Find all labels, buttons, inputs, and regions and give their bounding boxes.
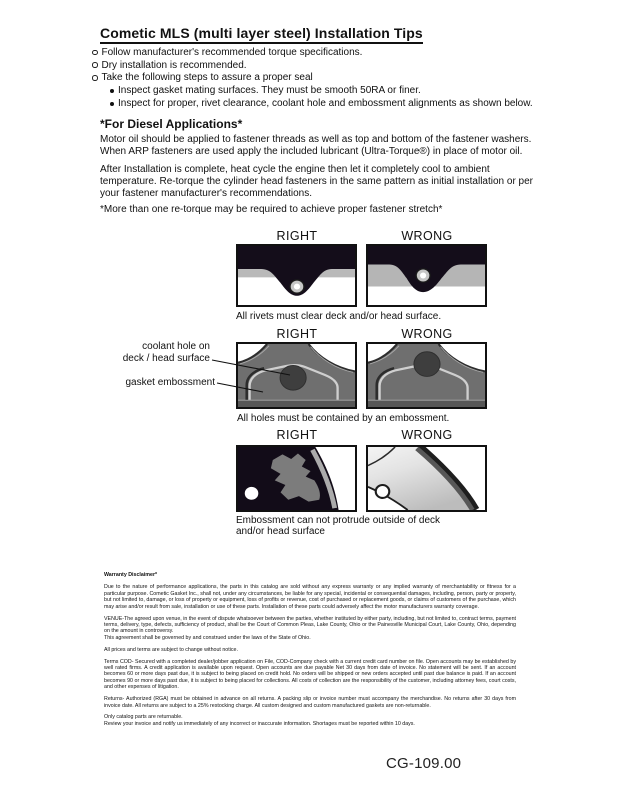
open-bullet-icon [92, 50, 98, 56]
list-item [92, 46, 533, 59]
diesel-paragraph-2: After Installation is complete, heat cycle the engine then let it completely cool to ambient temperature. Re-torque the cylinder head fasteners in the same pattern as initial installation or per your fastener manufacturer's recommendations. [100, 164, 534, 199]
diagram-protrude-right [236, 445, 357, 512]
list-item-text: Dry installation is recommended. [101, 59, 247, 71]
venue-paragraph [104, 616, 516, 642]
list-subitem [110, 97, 533, 110]
warranty-paragraph: Due to the nature of performance applications, the parts in this catalog are sold without any express warranty or any implied warranty of merchantability or fitness for a particular purpose. Cometic Gasket Inc., shall not, under any circumstances, be liable for any special, incidental or consequential damages, including, person, party or property, but not limited to, damage, or loss of property or equipment, loss of profits or revenue, cost of purchased or replacement goods, or claims of customers of the purchase, which may arise and/or result from sale, installation or use of these parts. Installation of these parts could adversely affect the motor manufacturers warranty coverage. [104, 584, 516, 610]
list-item-text: Inspect gasket mating surfaces. They must be smooth 50RA or finer. [118, 85, 421, 97]
retorque-note: *More than one re-torque may be required to achieve proper fastener stretch* [100, 204, 443, 215]
row1-right-label: RIGHT [276, 229, 318, 243]
warranty-disclaimer-heading: Warranty Disclaimer* [104, 572, 158, 578]
venue-text: VENUE-The agreed upon venue, in the event of dispute whatsoever between the parties, whether instituted by either party, including, but not limited to, contract terms, payment terms, delivery, type, defects, sufficiency of product, shall be the Court of Common Pleas, Lake County, Ohio or the Painesville Municipal Court, Lake County, Ohio, depending on the amount in controversy. [104, 615, 516, 635]
diagram-hole-wrong [366, 342, 487, 409]
diesel-section-heading: *For Diesel Applications* [100, 117, 243, 131]
coolant-hole-label-line2: deck / head surface [122, 352, 210, 364]
list-item-text: Inspect for proper, rivet clearance, coolant hole and embossment alignments as shown below. [118, 98, 533, 110]
row3-right-label: RIGHT [276, 428, 318, 442]
installation-tips-list [92, 46, 533, 110]
list-item [92, 59, 533, 72]
coolant-hole-icon [414, 352, 440, 377]
filled-bullet-icon [110, 89, 114, 93]
catalog-paragraph [104, 714, 516, 727]
legal-section [104, 572, 516, 733]
gasket-embossment-label: gasket embossment [125, 377, 215, 388]
coolant-hole-label-line1: coolant hole on [142, 341, 210, 352]
governing-law-text: This agreement shall be governed by and construed under the laws of the State of Ohio. [104, 634, 311, 641]
open-bullet-icon [92, 75, 98, 81]
leader-lines [205, 345, 305, 400]
row1-caption: All rivets must clear deck and/or head surface. [236, 311, 442, 322]
row3-wrong-label: WRONG [401, 428, 453, 442]
terms-paragraph: Terms COD- Secured with a completed dealer/jobber application on File, COD-Company check with a current credit card number on file. Open accounts may be established by well rated firms. A credit application is available upon request. Open accounts are due payable Net 30 days from date of invoice. No statement will be sent. If an account becomes 60 or more days past due, it is subject to being placed on credit hold. No orders will be shipped or new orders accepted until past due balance is paid. If an account becomes 90 or more days past due, it is subject to being placed for collections. All costs of collection are the responsibility of the customer, including attorney fees, court costs, and other expenses of litigation. [104, 658, 516, 691]
row2-right-label: RIGHT [276, 327, 318, 341]
page-title: Cometic MLS (multi layer steel) Installation Tips [100, 25, 423, 44]
rivet-right-drawing [238, 246, 355, 305]
diagram-rivet-wrong [366, 244, 487, 307]
bolt-hole-icon [376, 485, 390, 498]
prices-paragraph: All prices and terms are subject to change without notice. [104, 646, 238, 653]
list-item-text: Follow manufacturer's recommended torque specifications. [101, 46, 363, 58]
row1-wrong-label: WRONG [401, 229, 453, 243]
returns-paragraph: Returns- Authorized (RGA) must be obtained in advance on all returns. A packing slip or invoice number must accompany the merchandise. No returns after 30 days from invoice date. All returns are subject to a 25% restocking charge. All custom designed and custom manufactured gaskets are non-returnable. [104, 696, 516, 709]
filled-bullet-icon [110, 102, 114, 106]
diesel-paragraph-1: Motor oil should be applied to fastener threads as well as top and bottom of the fastener washers. When ARP fasteners are used apply the included lubricant (Ultra-Torque®) in place of motor oil. [100, 134, 532, 157]
row2-wrong-label: WRONG [401, 327, 453, 341]
bolt-hole-icon [245, 487, 259, 500]
list-subitem [110, 84, 533, 97]
diagram-protrude-wrong [366, 445, 487, 512]
row3-caption: Embossment can not protrude outside of deck and/or head surface [236, 515, 441, 537]
list-item-text: Take the following steps to assure a proper seal [101, 72, 313, 84]
protrude-wrong-drawing [368, 447, 485, 510]
open-bullet-icon [92, 62, 98, 68]
diagram-rivet-right [236, 244, 357, 307]
hole-wrong-drawing [368, 344, 485, 407]
invoice-review-text: Review your invoice and notify us immediately of any incorrect or inaccurate information. Shortages must be reported within 10 days. [104, 720, 415, 727]
protrude-right-drawing [238, 447, 355, 510]
page-code: CG-109.00 [386, 755, 462, 772]
list-item [92, 72, 533, 85]
rivet-wrong-drawing [368, 246, 485, 305]
catalog-returnable-text: Only catalog parts are returnable. [104, 714, 183, 721]
coolant-hole-label [100, 341, 210, 364]
row2-caption: All holes must be contained by an embossment. [237, 413, 450, 424]
